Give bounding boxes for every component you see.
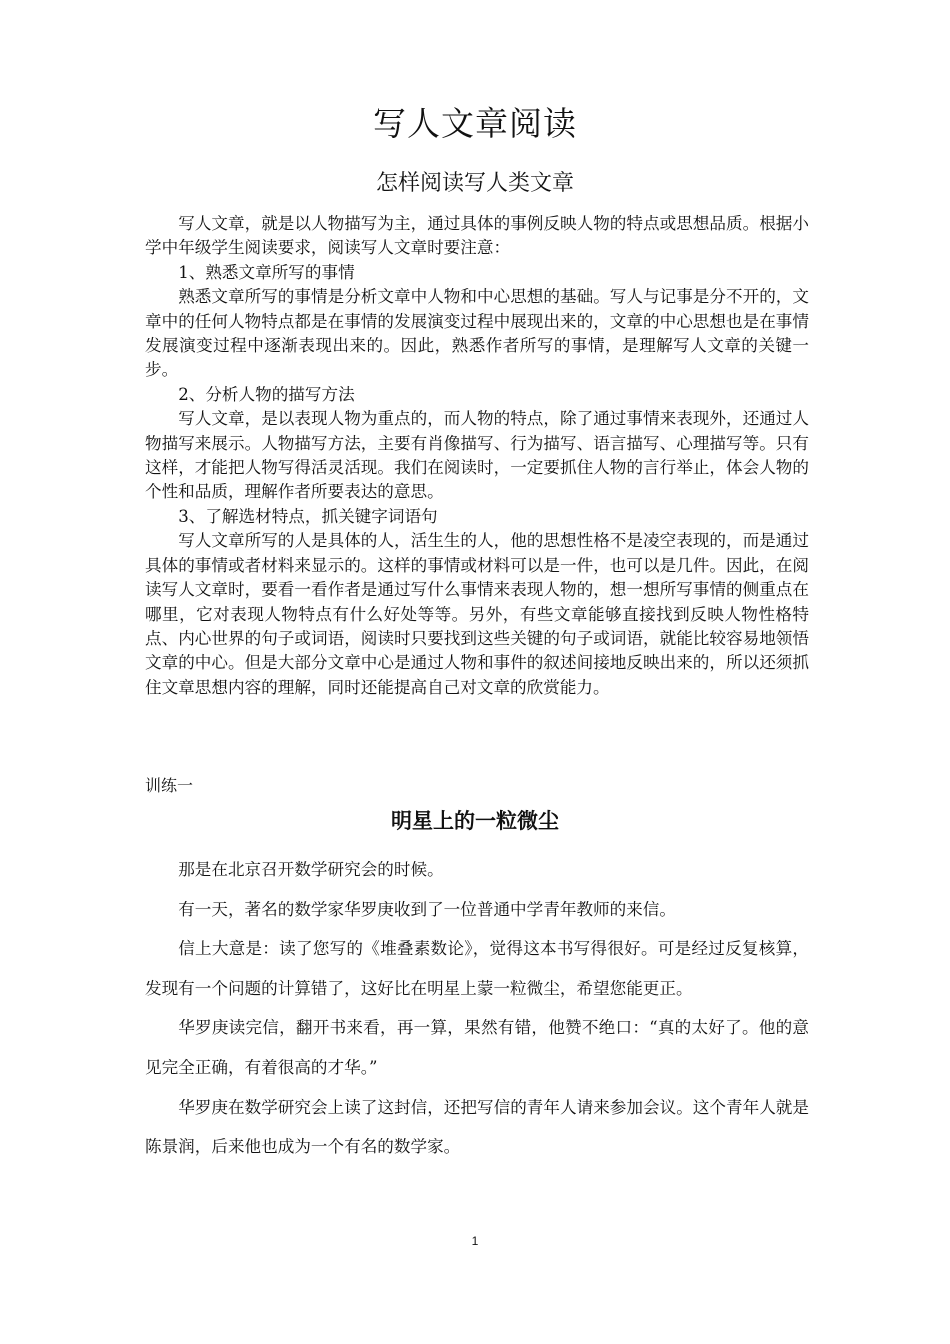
page-number: 1 <box>471 1234 479 1248</box>
intro-paragraph: 熟悉文章所写的事情是分析文章中人物和中心思想的基础。写人与记事是分不开的，文章中的任何人物特点都是在事情的发展演变过程中展现出来的，文章的中心思想也是在事情发展演变过程中逐渐表现出来的。因此，熟悉作者所写的事情，是理解写人文章的关键一步。 <box>145 287 809 380</box>
story-section <box>145 850 809 1167</box>
intro-paragraph: 写人文章，是以表现人物为重点的，而人物的特点，除了通过事情来表现外，还通过人物描写来展示。人物描写方法，主要有肖像描写、行为描写、语言描写、心理描写等。只有这样，才能把人物写得活灵活现。我们在阅读时，一定要抓住人物的言行举止，体会人物的个性和品质，理解作者所要表达的意思。 <box>145 409 809 502</box>
page-title: 写人文章阅读 <box>373 104 577 143</box>
intro-heading-2: 2、分析人物的描写方法 <box>178 384 355 404</box>
story-title: 明星上的一粒微尘 <box>391 809 559 833</box>
story-paragraph: 华罗庚读完信，翻开书来看，再一算，果然有错，他赞不绝口：“真的太好了。他的意见完全正确，有着很高的才华。” <box>145 1018 809 1077</box>
intro-paragraph: 写人文章，就是以人物描写为主，通过具体的事例反映人物的特点或思想品质。根据小学中年级学生阅读要求，阅读写人文章时要注意： <box>145 214 809 258</box>
section-label: 训练一 <box>145 776 194 795</box>
page-subtitle: 怎样阅读写人类文章 <box>375 171 574 196</box>
intro-paragraph: 写人文章所写的人是具体的人，活生生的人，他的思想性格不是凌空表现的，而是通过具体的事情或者材料来显示的。这样的事情或材料可以是一件，也可以是几件。因此，在阅读写人文章时，要看一看作者是通过写什么事情来表现人物的，想一想所写事情的侧重点在哪里，它对表现人物特点有什么好处等等。另外，有些文章能够直接找到反映人物性格特点、内心世界的句子或词语，阅读时只要找到这些关键的句子或词语，就能比较容易地领悟文章的中心。但是大部分文章中心是通过人物和事件的叙述间接地反映出来的，所以还须抓住文章思想内容的理解，同时还能提高自己对文章的欣赏能力。 <box>145 531 809 697</box>
intro-heading-1: 1、熟悉文章所写的事情 <box>178 262 355 282</box>
story-paragraph: 华罗庚在数学研究会上读了这封信，还把写信的青年人请来参加会议。这个青年人就是陈景润，后来他也成为一个有名的数学家。 <box>145 1097 809 1157</box>
story-paragraph: 信上大意是：读了您写的《堆叠素数论》，觉得这本书写得很好。可是经过反复核算，发现有一个问题的计算错了，这好比在明星上蒙一粒微尘，希望您能更正。 <box>145 939 809 998</box>
story-paragraph: 那是在北京召开数学研究会的时候。 <box>178 860 444 879</box>
intro-heading-3: 3、了解选材特点，抓关键字词语句 <box>178 506 438 526</box>
intro-section <box>145 212 809 700</box>
story-paragraph: 有一天，著名的数学家华罗庚收到了一位普通中学青年教师的来信。 <box>178 899 676 919</box>
